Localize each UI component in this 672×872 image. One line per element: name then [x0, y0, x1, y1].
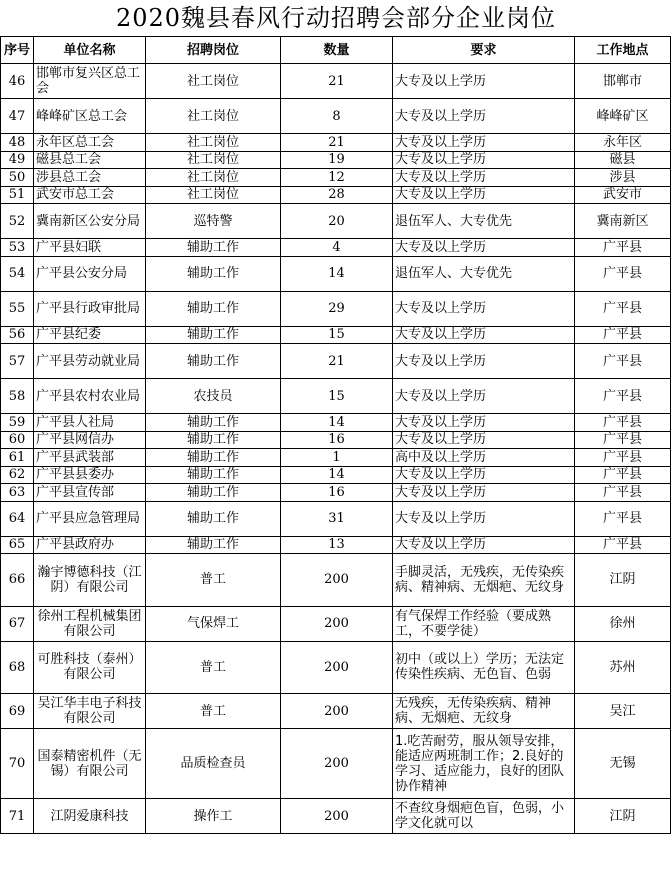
unit-name: 磁县总工会 [34, 151, 146, 169]
requirement: 高中及以上学历 [393, 449, 575, 467]
row-number: 67 [1, 606, 34, 641]
job-post: 辅助工作 [146, 414, 281, 432]
job-count: 20 [281, 204, 393, 239]
job-count: 16 [281, 431, 393, 449]
table-row [1, 134, 671, 152]
row-number: 63 [1, 484, 34, 502]
row-number: 65 [1, 536, 34, 554]
table-row [1, 431, 671, 449]
table-row [1, 466, 671, 484]
row-number: 58 [1, 379, 34, 414]
requirement: 手脚灵活，无残疾，无传染疾病、精神病、无烟疤、无纹身 [393, 554, 575, 607]
row-number: 54 [1, 256, 34, 291]
job-count: 19 [281, 151, 393, 169]
unit-name: 峰峰矿区总工会 [34, 99, 146, 134]
job-post: 普工 [146, 554, 281, 607]
unit-name: 广平县应急管理局 [34, 501, 146, 536]
job-count: 31 [281, 501, 393, 536]
table-row [1, 554, 671, 607]
work-place: 邯郸市 [575, 64, 671, 99]
unit-name: 广平县行政审批局 [34, 291, 146, 326]
table-row [1, 64, 671, 99]
job-count: 4 [281, 239, 393, 257]
unit-name: 冀南新区公安分局 [34, 204, 146, 239]
unit-name: 广平县网信办 [34, 431, 146, 449]
job-count: 15 [281, 379, 393, 414]
unit-name: 广平县县委办 [34, 466, 146, 484]
table-row [1, 186, 671, 204]
table-row [1, 449, 671, 467]
job-post: 普工 [146, 694, 281, 729]
job-post: 社工岗位 [146, 151, 281, 169]
job-count: 200 [281, 799, 393, 834]
header-place: 工作地点 [575, 37, 671, 64]
unit-name: 广平县农村农业局 [34, 379, 146, 414]
job-count: 21 [281, 344, 393, 379]
unit-name: 可胜科技（泰州）有限公司 [34, 641, 146, 694]
row-number: 47 [1, 99, 34, 134]
job-count: 1 [281, 449, 393, 467]
table-row [1, 326, 671, 344]
row-number: 59 [1, 414, 34, 432]
header-no: 序号 [1, 37, 34, 64]
work-place: 吴江 [575, 694, 671, 729]
row-number: 68 [1, 641, 34, 694]
header-unit: 单位名称 [34, 37, 146, 64]
row-number: 53 [1, 239, 34, 257]
job-post: 社工岗位 [146, 186, 281, 204]
job-count: 21 [281, 64, 393, 99]
requirement: 大专及以上学历 [393, 291, 575, 326]
requirement: 退伍军人、大专优先 [393, 256, 575, 291]
job-post: 辅助工作 [146, 256, 281, 291]
table-row [1, 729, 671, 799]
work-place: 广平县 [575, 291, 671, 326]
work-place: 永年区 [575, 134, 671, 152]
requirement: 大专及以上学历 [393, 379, 575, 414]
unit-name: 涉县总工会 [34, 169, 146, 187]
job-count: 16 [281, 484, 393, 502]
unit-name: 徐州工程机械集团有限公司 [34, 606, 146, 641]
unit-name: 广平县人社局 [34, 414, 146, 432]
job-post: 辅助工作 [146, 536, 281, 554]
row-number: 46 [1, 64, 34, 99]
job-post: 品质检查员 [146, 729, 281, 799]
job-post: 巡特警 [146, 204, 281, 239]
table-row [1, 606, 671, 641]
unit-name: 广平县政府办 [34, 536, 146, 554]
work-place: 磁县 [575, 151, 671, 169]
requirement: 大专及以上学历 [393, 239, 575, 257]
table-row [1, 414, 671, 432]
requirement: 大专及以上学历 [393, 501, 575, 536]
requirement: 大专及以上学历 [393, 484, 575, 502]
page-title: 2020魏县春风行动招聘会部分企业岗位 [115, 4, 557, 32]
job-count: 200 [281, 694, 393, 729]
job-post: 社工岗位 [146, 99, 281, 134]
table-row [1, 99, 671, 134]
requirement: 大专及以上学历 [393, 134, 575, 152]
job-count: 13 [281, 536, 393, 554]
job-table [0, 36, 671, 834]
job-count: 14 [281, 466, 393, 484]
table-row [1, 204, 671, 239]
row-number: 49 [1, 151, 34, 169]
row-number: 71 [1, 799, 34, 834]
work-place: 广平县 [575, 449, 671, 467]
row-number: 48 [1, 134, 34, 152]
work-place: 冀南新区 [575, 204, 671, 239]
requirement: 无残疾，无传染疾病、精神病、无烟疤、无纹身 [393, 694, 575, 729]
row-number: 66 [1, 554, 34, 607]
requirement: 大专及以上学历 [393, 64, 575, 99]
requirement: 大专及以上学历 [393, 186, 575, 204]
row-number: 62 [1, 466, 34, 484]
requirement: 初中（或以上）学历；无法定传染性疾病、无色盲、色弱 [393, 641, 575, 694]
unit-name: 广平县公安分局 [34, 256, 146, 291]
requirement: 大专及以上学历 [393, 344, 575, 379]
row-number: 55 [1, 291, 34, 326]
work-place: 广平县 [575, 379, 671, 414]
work-place: 广平县 [575, 536, 671, 554]
work-place: 广平县 [575, 501, 671, 536]
job-count: 200 [281, 641, 393, 694]
table-row [1, 344, 671, 379]
unit-name: 广平县宣传部 [34, 484, 146, 502]
table-row [1, 484, 671, 502]
table-row [1, 239, 671, 257]
requirement: 退伍军人、大专优先 [393, 204, 575, 239]
unit-name: 广平县纪委 [34, 326, 146, 344]
table-row [1, 536, 671, 554]
header-requirement: 要求 [393, 37, 575, 64]
row-number: 51 [1, 186, 34, 204]
table-row [1, 641, 671, 694]
job-post: 辅助工作 [146, 501, 281, 536]
row-number: 52 [1, 204, 34, 239]
work-place: 广平县 [575, 466, 671, 484]
table-row [1, 501, 671, 536]
table-row [1, 151, 671, 169]
job-post: 社工岗位 [146, 169, 281, 187]
job-count: 14 [281, 256, 393, 291]
job-post: 辅助工作 [146, 291, 281, 326]
requirement: 大专及以上学历 [393, 414, 575, 432]
job-post: 辅助工作 [146, 431, 281, 449]
job-post: 操作工 [146, 799, 281, 834]
table-row [1, 291, 671, 326]
job-count: 29 [281, 291, 393, 326]
job-post: 辅助工作 [146, 239, 281, 257]
work-place: 广平县 [575, 256, 671, 291]
requirement: 有气保焊工作经验（要成熟工，不要学徒） [393, 606, 575, 641]
job-post: 社工岗位 [146, 134, 281, 152]
job-post: 气保焊工 [146, 606, 281, 641]
job-post: 辅助工作 [146, 466, 281, 484]
job-post: 社工岗位 [146, 64, 281, 99]
work-place: 广平县 [575, 414, 671, 432]
requirement: 1.吃苦耐劳，服从领导安排，能适应两班制工作；2.良好的学习、适应能力，良好的团队协作精神 [393, 729, 575, 799]
unit-name: 永年区总工会 [34, 134, 146, 152]
job-count: 21 [281, 134, 393, 152]
requirement: 大专及以上学历 [393, 536, 575, 554]
job-count: 28 [281, 186, 393, 204]
job-post: 辅助工作 [146, 449, 281, 467]
header-post: 招聘岗位 [146, 37, 281, 64]
table-row [1, 799, 671, 834]
unit-name: 邯郸市复兴区总工会 [34, 64, 146, 99]
unit-name: 国泰精密机件（无锡）有限公司 [34, 729, 146, 799]
job-count: 200 [281, 729, 393, 799]
row-number: 64 [1, 501, 34, 536]
header-row [1, 37, 671, 64]
table-row [1, 694, 671, 729]
unit-name: 广平县劳动就业局 [34, 344, 146, 379]
work-place: 广平县 [575, 484, 671, 502]
work-place: 徐州 [575, 606, 671, 641]
work-place: 武安市 [575, 186, 671, 204]
work-place: 苏州 [575, 641, 671, 694]
job-count: 200 [281, 606, 393, 641]
job-count: 200 [281, 554, 393, 607]
job-post: 辅助工作 [146, 484, 281, 502]
job-count: 15 [281, 326, 393, 344]
row-number: 56 [1, 326, 34, 344]
requirement: 大专及以上学历 [393, 431, 575, 449]
row-number: 50 [1, 169, 34, 187]
work-place: 涉县 [575, 169, 671, 187]
row-number: 60 [1, 431, 34, 449]
work-place: 无锡 [575, 729, 671, 799]
work-place: 江阴 [575, 799, 671, 834]
work-place: 峰峰矿区 [575, 99, 671, 134]
row-number: 61 [1, 449, 34, 467]
header-count: 数量 [281, 37, 393, 64]
job-post: 农技员 [146, 379, 281, 414]
row-number: 57 [1, 344, 34, 379]
row-number: 70 [1, 729, 34, 799]
table-row [1, 169, 671, 187]
unit-name: 广平县妇联 [34, 239, 146, 257]
row-number: 69 [1, 694, 34, 729]
unit-name: 广平县武装部 [34, 449, 146, 467]
job-count: 14 [281, 414, 393, 432]
work-place: 广平县 [575, 239, 671, 257]
requirement: 大专及以上学历 [393, 466, 575, 484]
requirement: 不查纹身烟疤色盲，色弱，小学文化就可以 [393, 799, 575, 834]
job-count: 12 [281, 169, 393, 187]
requirement: 大专及以上学历 [393, 169, 575, 187]
unit-name: 武安市总工会 [34, 186, 146, 204]
work-place: 广平县 [575, 344, 671, 379]
work-place: 广平县 [575, 326, 671, 344]
unit-name: 吴江华丰电子科技有限公司 [34, 694, 146, 729]
requirement: 大专及以上学历 [393, 99, 575, 134]
work-place: 江阴 [575, 554, 671, 607]
requirement: 大专及以上学历 [393, 326, 575, 344]
job-post: 辅助工作 [146, 326, 281, 344]
work-place: 广平县 [575, 431, 671, 449]
job-post: 普工 [146, 641, 281, 694]
job-count: 8 [281, 99, 393, 134]
table-row [1, 256, 671, 291]
table-row [1, 379, 671, 414]
requirement: 大专及以上学历 [393, 151, 575, 169]
unit-name: 瀚宇博德科技（江阴）有限公司 [34, 554, 146, 607]
unit-name: 江阴爱康科技 [34, 799, 146, 834]
job-post: 辅助工作 [146, 344, 281, 379]
